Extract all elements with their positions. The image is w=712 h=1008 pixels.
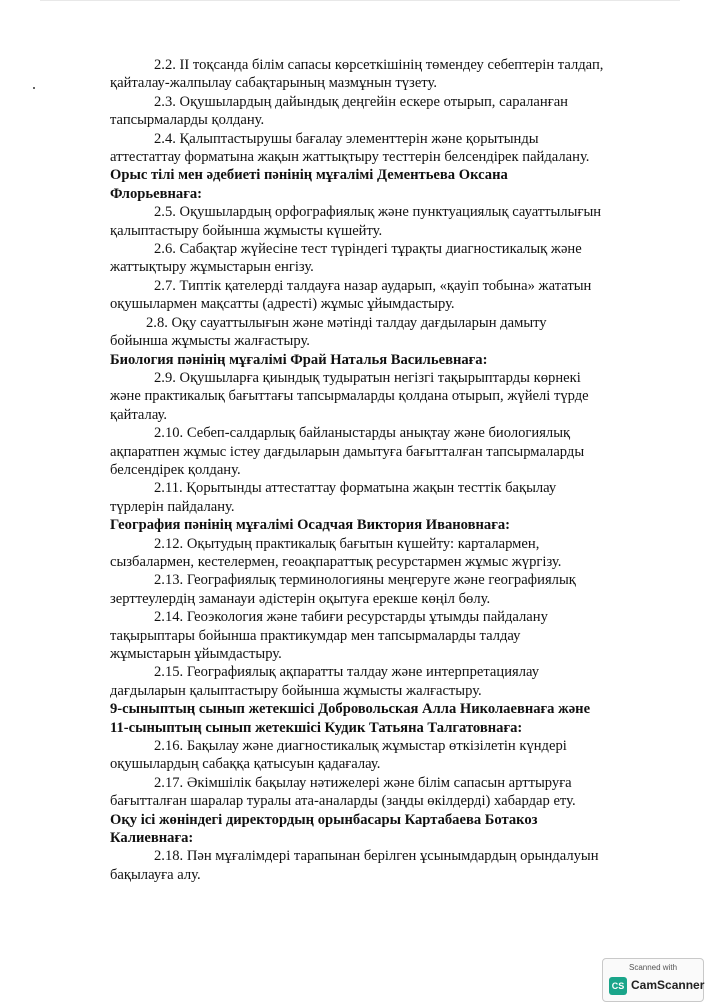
item-line: түрлерін пайдалану. <box>110 498 235 515</box>
item-line: оқушылармен мақсатты (адресті) жұмыс ұйымдастыру. <box>110 296 455 313</box>
decision-item <box>110 56 648 93</box>
item-line: дағдыларын қалыптастыру бойынша жұмысты жалғастыру. <box>110 682 482 699</box>
recipient-heading <box>110 351 648 369</box>
item-line: белсендірек қолдану. <box>110 461 241 478</box>
decision-item <box>110 240 648 277</box>
recipient-heading <box>110 811 648 848</box>
item-line: жаттықтыру жұмыстарын енгізу. <box>110 259 314 276</box>
item-line: аттестаттау форматына жақын жаттықтыру тесттерін белсендірек пайдалану. <box>110 149 590 166</box>
item-line: бақылауға алу. <box>110 866 201 883</box>
heading-line: Флорьевнаға: <box>110 185 202 202</box>
decision-item <box>110 130 648 167</box>
recipient-heading <box>110 516 648 534</box>
decision-item <box>110 93 648 130</box>
item-line: ақпаратпен жұмыс істеу дағдыларын дамытуға бағытталған тапсырмаларды <box>110 443 585 460</box>
heading-line: Калиевнаға: <box>110 830 194 847</box>
item-line: бағытталған шаралар туралы ата-аналарды (заңды өкілдерді) хабардар ету. <box>110 793 576 810</box>
heading-line: География пәнінің мұғалімі Осадчая Виктория Ивановнаға: <box>110 517 510 534</box>
item-line: бойынша жұмысты жалғастыру. <box>110 333 310 350</box>
decision-item <box>110 314 648 351</box>
item-line: 2.11. Қорытынды аттестаттау форматына жақын тесттік бақылау <box>154 480 557 497</box>
item-line: және практикалық бағыттағы тапсырмаларды қолдана отырып, жүйелі түрде <box>110 388 589 405</box>
item-line: 2.6. Сабақтар жүйесіне тест түріндегі тұрақты диагностикалық және <box>154 241 582 258</box>
item-line: 2.7. Типтік қателерді талдауға назар аударып, «қауіп тобына» жататын <box>154 277 592 294</box>
item-line: 2.10. Себеп-салдарлық байланыстарды анықтау және биологиялық <box>154 425 571 442</box>
camscanner-watermark <box>602 958 704 1002</box>
heading-line: 9-сыныптың сынып жетекшісі Добровольская Алла Николаевнаға және <box>110 701 591 718</box>
decision-item <box>110 479 648 516</box>
item-line: 2.5. Оқушылардың орфографиялық және пунктуациялық сауаттылығын <box>154 204 602 221</box>
item-line: сызбалармен, кестелермен, геоақпараттық ресурстармен жұмыс жүргізу. <box>110 553 562 570</box>
item-line: 2.14. Геоэкология және табиғи ресурстарды ұтымды пайдалану <box>154 609 548 626</box>
decision-item <box>110 847 648 884</box>
decision-item <box>110 663 648 700</box>
item-line: 2.17. Әкімшілік бақылау нәтижелері және білім сапасын арттыруға <box>154 774 572 791</box>
item-line: 2.12. Оқытудың практикалық бағытын күшейту: карталармен, <box>154 535 540 552</box>
recipient-heading <box>110 166 648 203</box>
item-line: 2.18. Пән мұғалімдері тарапынан берілген ұсынымдардың орындалуын <box>154 848 599 865</box>
item-line: оқушылардың сабаққа қатысуын қадағалау. <box>110 756 381 773</box>
document-body <box>110 56 648 884</box>
heading-line: 11-сыныптың сынып жетекшісі Кудик Татьяна Талгатовнаға: <box>110 719 523 736</box>
heading-line: Оқу ісі жөніндегі директордың орынбасары Картабаева Ботакоз <box>110 811 538 828</box>
decision-item <box>110 608 648 663</box>
item-line: 2.13. Географиялық терминологияны меңгеруге және географиялық <box>154 572 576 589</box>
decision-item <box>110 203 648 240</box>
decision-item <box>110 424 648 479</box>
decision-item <box>110 369 648 424</box>
item-line: тапсырмаларды қолдану. <box>110 112 265 129</box>
decision-item <box>110 774 648 811</box>
decision-item <box>110 277 648 314</box>
scan-edge-artifact <box>40 0 680 6</box>
item-line: 2.2. II тоқсанда білім сапасы көрсеткішінің төмендеу себептерін талдап, <box>154 57 604 73</box>
item-line: 2.15. Географиялық ақпаратты талдау және интерпретациялау <box>154 664 540 681</box>
item-line: 2.9. Оқушыларға қиындық тудыратын негізгі тақырыптарды көрнекі <box>154 369 581 386</box>
item-line: қайталау-жалпылау сабақтарының мазмұнын түзету. <box>110 75 437 92</box>
heading-line: Орыс тілі мен әдебиеті пәнінің мұғалімі Дементьева Оксана <box>110 167 508 184</box>
item-line: 2.4. Қалыптастырушы бағалау элементтерін және қорытынды <box>154 130 539 147</box>
watermark-caption: Scanned with <box>628 963 678 972</box>
decision-item <box>110 571 648 608</box>
recipient-heading <box>110 700 648 737</box>
item-line: қайталау. <box>110 406 168 423</box>
item-line: 2.3. Оқушылардың дайындық деңгейін ескере отырып, сараланған <box>154 93 568 110</box>
item-line: 2.8. Оқу сауаттылығын және мәтінді талдау дағдыларын дамыту <box>146 314 547 331</box>
item-line: тақырыптары бойынша практикумдар мен тапсырмаларды талдау <box>110 627 521 644</box>
decision-item <box>110 737 648 774</box>
item-line: зерттеулердің заманауи әдістерін оқытуға ерекше көңіл бөлу. <box>110 590 491 607</box>
watermark-name: CamScanner <box>631 978 705 992</box>
decision-item <box>110 535 648 572</box>
heading-line: Биология пәнінің мұғалімі Фрай Наталья Васильевнаға: <box>110 351 488 368</box>
scan-speck <box>33 87 35 89</box>
item-line: қалыптастыру бойынша жұмысты күшейту. <box>110 222 383 239</box>
camscanner-logo-icon: CS <box>609 977 627 995</box>
item-line: жұмыстарын ұйымдастыру. <box>110 646 282 662</box>
item-line: 2.16. Бақылау және диагностикалық жұмыстар өткізілетін күндері <box>154 738 567 755</box>
